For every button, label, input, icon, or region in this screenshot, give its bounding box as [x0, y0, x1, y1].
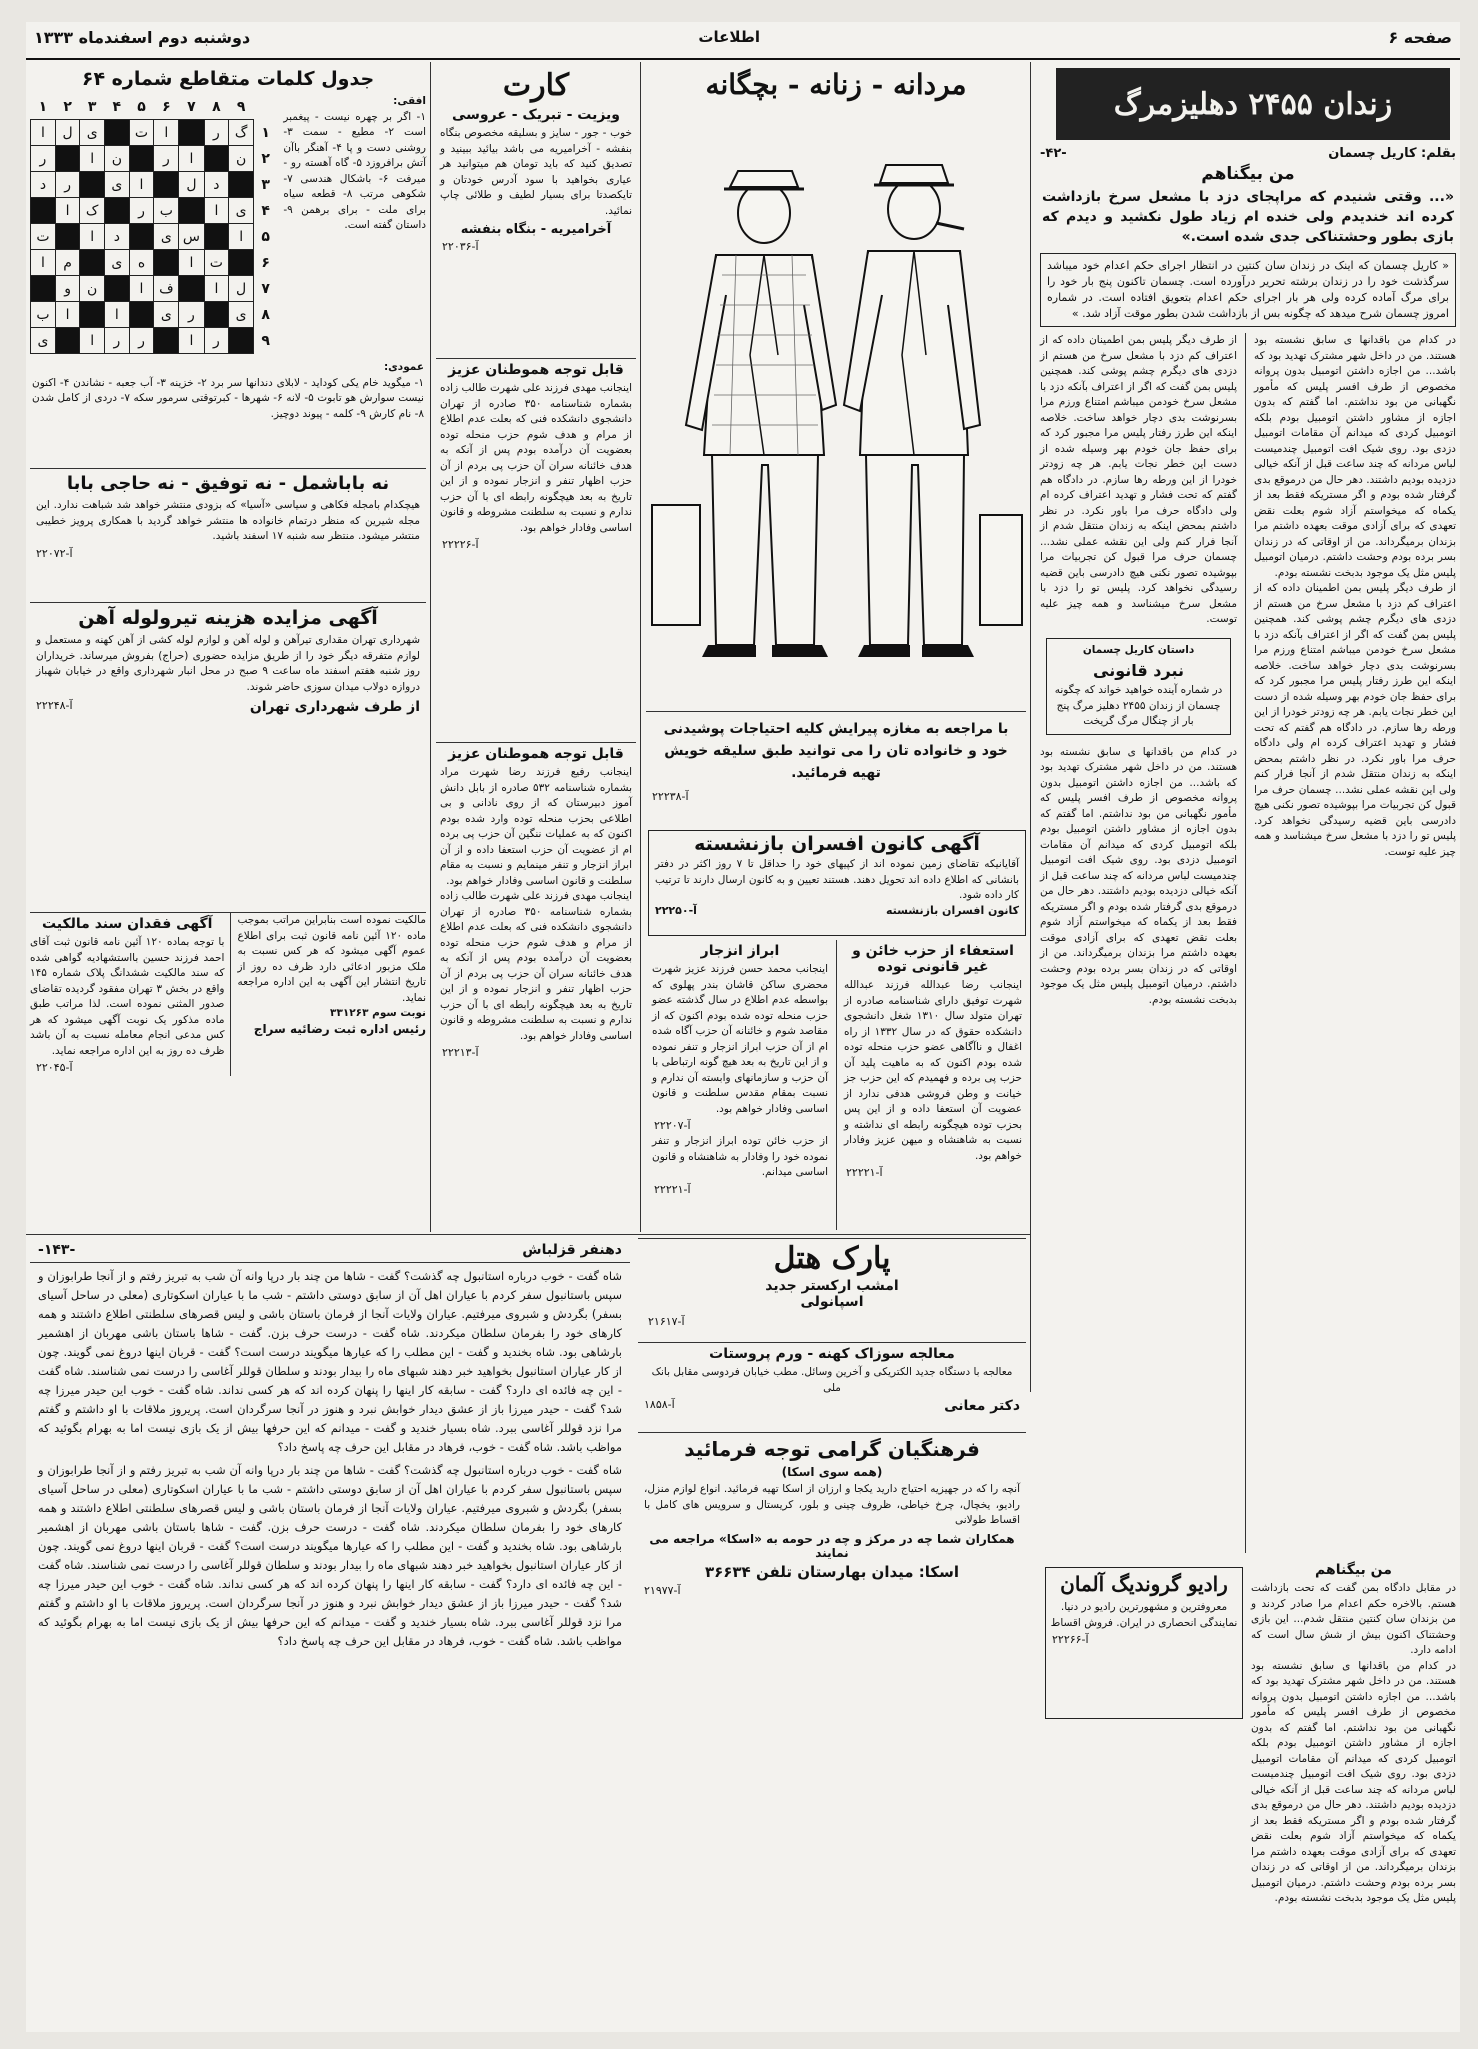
man-right-figure	[844, 165, 1022, 657]
grid-col-number: ۵	[137, 98, 146, 115]
deed-right-text: مالکیت نموده است بنابراین مراتب بموجب ماده ۱۲۰ آئین نامه قانون ثبت برای اطلاع عموم آگهی میشود که هر کس نسبت به ملک مزبور ادعائی دارد ظرف ده روز از تاریخ انتشار این آگهی به این اداره مراجعه نماید.	[237, 914, 426, 1004]
grid-cell: ت	[31, 224, 56, 250]
grid-col-number: ۱	[38, 98, 48, 115]
grid-cell: ر	[129, 328, 154, 354]
grid-cell: ا	[204, 276, 229, 302]
grid-row-number: ۳	[261, 176, 270, 193]
serial-bottom-text-cont: در کدام من باقدانها ی سابق نشسته بود هستند. من در داخل شهر مشترک تهدید بود که باشد... من اجازه داشتن اتومبیل بدون پروانه مخصوص از طرف افسر پلیس که مأمور نگهبانی من بود نداشتم. اما گفتم که بدون اجازه از مشاور داشتن اتومبیل بودم بلکه اتومبیل کردی که میدانم آن مقامات اتومبیل دزدی بود. روی شیک افت اتومبیل چندمیست لباس مردانه که چند ساعت قبل از آنکه خیالی دزدیده بودیم داشتند. دهر حال من درموقع بدی گرفتار شده بودم و اگر مستریکه فقط بعد از یکماه که میخواستم آزاد شوم بعلت نقض تعهدی که برای آزادی موقت بعهده داشتم مرا بزندان برمیگرداند. من از اوقاتی که در زندان بسر برده بودم وحشت داشتم. درمیان اتومبیل پلیس مثل یک موجود بدبخت نشسته بودم.	[1251, 1659, 1456, 1904]
park-hotel-line2: اسپانولی	[800, 1294, 864, 1310]
grid-cell: ی	[229, 302, 254, 328]
compatriots-notice-2	[436, 742, 636, 1231]
compatriots-1-title: قابل توجه هموطنان عزیز	[448, 362, 624, 378]
grid-black-cell	[204, 146, 229, 172]
officers-ad-ref: آ-۲۲۲۵۰	[655, 903, 697, 917]
grid-black-cell	[31, 198, 56, 224]
compatriots-2-title: قابل توجه هموطنان عزیز	[448, 746, 624, 762]
qizilbash-story	[30, 1238, 630, 2028]
grid-row-number: ۲	[261, 150, 270, 167]
grid-cell: ر	[154, 146, 179, 172]
crossword-down-label: عمودی:	[383, 361, 424, 373]
grid-cell: ا	[55, 302, 79, 328]
resignation-2-body2: از حزب خائن توده ابراز انزجار و تنفر نموده خود را وفادار به شاهنشاه و قانون اساسی میدانم.	[652, 1135, 828, 1178]
resignation-1-body: اینجانب رضا عبدالله فرزند عبدالله شهرت توفیق دارای شناسنامه صادره از تهران متولد سال ۱۳۱۰ شغل دانشجوی دانشکده حقوق که در سال ۱۳۳۲ از راه اغفال و ناآگاهی عضو حزب منحله توده شده بودم اکنون که به ماهیت پلید آن حزب پی برده و فهمیدم که این حزب جز خیانت و وطن فروشی هدفی ندارد از عضویت آن استعفا داده و از این پس بحزب توده هیچگونه رابطه ای نداشته و نسبت به شاهنشاه و میهن عزیز وفادار خواهم بود.	[844, 979, 1022, 1162]
column-rule	[640, 62, 641, 1232]
grid-cell: و	[55, 276, 79, 302]
section-rule	[26, 1234, 1030, 1235]
grid-black-cell	[179, 120, 204, 146]
coat-on-hanger-icon	[980, 515, 1022, 625]
radio-ad-title: رادیو گروندیگ آلمان	[1060, 1572, 1228, 1596]
deed-ref: آ-۲۲۰۴۵	[35, 1061, 73, 1074]
grid-cell: ا	[31, 250, 56, 276]
grid-cell: ک	[80, 198, 105, 224]
grid-col-number: ۲	[63, 98, 72, 115]
grid-black-cell	[129, 224, 154, 250]
officers-ad	[648, 830, 1026, 936]
story-body-cont: شاه گفت - خوب درباره استانبول چه گذشت؟ گفت - شاها من چند بار درپا وانه آن شب به تبریز رفتم و از آنجا طرابوزان و سپس باستانبول سفر کردم با عیاران اهل آن از سابق دوستی داشتم - شب ما با عیاران اسکوتاری (معلی در ساحل آسیای بسفر) بگردش و شبروی میرفتیم. عیاران ولایات آنجا از فرمان باستان باشی و لیس قصرهای سلطنتی اطلاع داشتند و همه کارهای خود را بفرمان سلطان میکردند. شاه گفت - درست حرف بزن. گفت - شاها باستان باشی مهربان از اهشمیر بارشاهی بود. شاه بخندید و گفت - این مطلب را که عیارها میگویند درست است؟ گفت - قربان اینها دروغ نمی گویند. چون از کار عیاران استانبول بخواهید خبر دهند شبهای ماه را بیدار بودند و سلطان قوللر آغاسی را درست نمی شناسند. شاه گفت - این چه فائده ای دارد؟ گفت - سابقه کار اینها را پنهان کرده اند که هر کسی نداند. شاه گفت - خوب این حیدر میرزا چه شد؟ گفت - حیدر میرزا باز از عشق دیدار خوابش نبرد و هنوز در آنجا سرگردان است. پریروز ملاقات با او داشتم و گفتم مرا نزد قوللر آغاسی ببرد. شاه بسیار خندید و گفت - میدانم که این حرفها بیش از یک بازی نیست اما به بهرام بگوئید که مواظب باشد. شاه گفت - خوب، فرهاد در مقابل این حرف چه پاسخ داد؟	[38, 1463, 622, 1648]
grid-cell: ا	[179, 146, 204, 172]
grid-black-cell	[154, 172, 179, 198]
grid-black-cell	[229, 328, 254, 354]
grid-row-number: ۹	[261, 332, 270, 349]
grid-cell: ب	[31, 302, 56, 328]
grid-cell: ر	[105, 328, 130, 354]
grid-black-cell	[154, 328, 179, 354]
suitcase-icon	[652, 505, 700, 625]
grid-cell: ا	[204, 198, 229, 224]
deed-title: آگهی فقدان سند مالکیت	[41, 916, 213, 932]
radio-ad-ref: آ-۲۲۲۶۶	[1052, 1633, 1089, 1646]
fashion-ad-ref: آ-۲۲۲۳۸	[652, 790, 689, 803]
grid-cell: ا	[80, 224, 105, 250]
serial-col-right-text: در کدام من باقدانها ی سابق نشسته بود هستند. من در داخل شهر مشترک تهدید بود که باشد... من اجازه داشتن اتومبیل بدون پروانه مخصوص از طرف افسر پلیس که مأمور نگهبانی من بود نداشتم. اما گفتم که بدون اجازه از مشاور داشتن اتومبیل بودم بلکه اتومبیل کردی که میدانم آن مقامات اتومبیل دزدی بود. روی شیک افت اتومبیل چندمیست لباس مردانه که چند ساعت قبل از آنکه خیالی دزدیده بودیم داشتند. دهر حال من درموقع بدی گرفتار شده بودم و اگر مستریکه فقط بعد از یکماه که میخواستم آزاد شوم بعلت نقض تعهدی که برای آزادی موقت بعهده داشتم مرا بزندان برمیگرداند. من از اوقاتی که در زندان بسر برده بودم وحشت داشتم. درمیان اتومبیل پلیس مثل یک موجود بدبخت نشسته بودم.	[1254, 334, 1456, 579]
grid-black-cell	[229, 250, 254, 276]
aska-line: همکاران شما چه در مرکز و چه در حومه به «اسکا» مراجعه می نمایند	[649, 1531, 1015, 1560]
resignation-notice-1	[840, 940, 1026, 1230]
park-hotel-title: پارک هتل	[773, 1241, 891, 1276]
grid-black-cell	[154, 250, 179, 276]
grid-cell: ت	[129, 120, 154, 146]
grid-cell: س	[179, 224, 204, 250]
officers-ad-title: آگهی کانون افسران بازنشسته	[694, 833, 980, 855]
serial-article	[1036, 64, 1460, 2032]
serial-bottom-text: در مقابل دادگاه بمن گفت که تحت بازداشت هستم. بالاخره حکم اعدام مرا صادر کردند و من بزندان سان کنتین منتقل شدم... این بازی وحشتناک اکنون بیش از شش سال است که ادامه دارد.	[1251, 1582, 1456, 1656]
crossword-across-clues	[283, 94, 426, 354]
grid-cell: د	[31, 172, 56, 198]
serial-bottom-right	[1251, 1559, 1456, 1904]
grid-cell: ف	[154, 276, 179, 302]
crossword-grid	[30, 94, 277, 354]
fashion-ad-body: با مراجعه به مغازه پیرایش کلیه احتیاجات پوشیدنی خود و خانواده تان را می توانید طبق سلیقه خویش تهیه فرمائید.	[663, 721, 1009, 781]
serial-col-left-text-cont: در کدام من باقدانها ی سابق نشسته بود هستند. من در داخل شهر مشترک تهدید بود که باشد... من اجازه داشتن اتومبیل بدون پروانه مخصوص از طرف افسر پلیس که مأمور نگهبانی من بود نداشتم. اما گفتم که بدون اجازه از مشاور داشتن اتومبیل بودم بلکه اتومبیل کردی که میدانم آن مقامات اتومبیل دزدی بود. روی شیک افت اتومبیل چندمیست لباس مردانه که چند ساعت قبل از آنکه خیالی دزدیده بودیم داشتند. دهر حال من درموقع بدی گرفتار شده بودم و اگر مستریکه فقط بعد از یکماه که میخواستم آزاد شوم بعلت نقض تعهدی که برای آزادی موقت بعهده داشتم مرا بزندان برمیگرداند. من از اوقاتی که در زندان بسر برده بودم وحشت داشتم. درمیان اتومبیل پلیس مثل یک موجود بدبخت نشسته بودم.	[1040, 745, 1238, 1006]
serial-section-heading: من بیگناهم	[1201, 164, 1295, 184]
doctor-ad-body: معالجه با دستگاه جدید الکتریکی و آخرین وسائل. مطب خیابان فردوسی مقابل بانک ملی	[651, 1366, 1013, 1394]
grid-row-number: ۶	[261, 254, 270, 271]
serial-title: زندان ۲۴۵۵ دهلیزمرگ	[1113, 86, 1393, 122]
serial-box-title2: نبرد قانونی	[1093, 661, 1185, 680]
park-hotel-ref: آ-۲۱۶۱۷	[648, 1315, 685, 1328]
resignation-2-ref: آ-۲۲۲۰۷	[654, 1119, 691, 1132]
serial-columns	[1040, 333, 1456, 1553]
grid-black-cell	[105, 198, 130, 224]
officers-ad-sign: کانون افسران بازنشسته	[885, 903, 1019, 917]
card-ad-ref: آ-۲۲۰۳۶	[442, 240, 479, 253]
grid-cell: ن	[229, 146, 254, 172]
grid-cell: م	[55, 250, 79, 276]
grid-cell: ل	[229, 276, 254, 302]
grid-row-number: ۵	[261, 228, 270, 245]
auction-sign: از طرف شهرداری تهران	[249, 699, 420, 715]
officers-ad-body: آقایانیکه تقاضای زمین نموده اند از کپیهای خود را حداقل تا ۷ روز اکثر در دفتر بانشانی که اطلاع داده اند تحویل دهند. هستند تعیین و به کانون ارسال دارند تا ترتیب کار داده شود.	[655, 858, 1019, 901]
grid-cell: ل	[55, 120, 79, 146]
serial-col-left-text: از طرف دیگر پلیس بمن اطمینان داده که از اعتراف کم دزد با مشعل سرخ من هستم از دزدی های دیگرم چشم پوشی کند. همچنین پلیس بمن گفت که اگر از اعتراف بآنکه دزد با مشعل سرخ خودمن میباشم امتناع ورزم مرا بسرنوشت بدی دچار خواهد ساخت. خلاصه اینکه این طرز رفتار پلیس مرا مجبور کرد که برای حفظ جان خودم بهر وسیله شده از دست این خطر نجات یابم. هر چه زودتر خودرا از این ورطه رها سازم. در دادگاه هم گفتم که تحت فشار و تهدید اعتراف کرده ام ولی دادگاه حرف مرا باور نکرد. در نظر داشتم بمحض اینکه به زندان منتقل شدم از آنجا فرار کنم ولی این نقشه عملی نشد... چسمان حرف مرا قبول کن تجربیات مرا بپوشیده تصور نکنی هیچ دادرسی باین قضیه رسیدگی نخواهد کرد. پلیس تو را دزد با مشعل سرخ میشناسد و همه چیز علیه توست.	[1040, 334, 1238, 625]
grid-cell: ی	[80, 120, 105, 146]
grid-cell: د	[105, 224, 130, 250]
grid-cell: ا	[154, 120, 179, 146]
radio-ad-text: معروفترین و مشهورترین رادیو در دنیا. نمایندگی انحصاری در ایران. فروش اقساط	[1050, 1601, 1238, 1629]
resignation-2-body: اینجانب محمد حسن فرزند عزیز شهرت محضری ساکن قاشان بندر پهلوی که بواسطه عدم اطلاع در سال گذشته عضو حزب منحله توده شده بودم اکنون که از مقاصد شوم و خائنانه آن حزب آگاه شده ام از آن حزب ابراز انزجار و تنفر نموده و از این تاریخ به بعد هیچ گونه ارتباطی با آن حزب و سازمانهای وابسته آن ندارم و نسبت بمقام مقدس سلطنت و قانون اساسی وفادار خواهم بود.	[652, 963, 828, 1115]
serial-box-text: در شماره آینده خواهید خواند که چگونه چسمان از زندان ۲۴۵۵ دهلیز مرگ پنج بار از چنگال مرگ گریخت	[1054, 684, 1223, 727]
grid-col-number: ۸	[212, 98, 221, 115]
aska-title: فرهنگیان گرامی توجه فرمائید	[684, 1437, 980, 1461]
compatriots-2-body-cont: اینجانب مهدی فرزند علی شهرت طالب زاده بشماره شناسنامه ۳۵۰ صادره از تهران دانشجوی دانشکده فنی که بعلت عدم اطلاع از مرام و هدف شوم حزب منحله توده بعضویت آن درآمده بودم پس از آنکه به هدف خائنانه سران آن حزب پی بردم از آن حزب اظهار تنفر و انزجار نموده و از این تاریخ به بعد هیچگونه رابطه ای با آن حزب ندارم و نسبت به سلطنت مشروطه و قانون اساسی وفادار خواهم بود.	[440, 890, 632, 1042]
doctor-ad-ref: آ-۱۸۵۸	[644, 1398, 675, 1411]
grid-col-number: ۳	[87, 98, 97, 115]
grid-cell: ر	[129, 198, 154, 224]
grid-cell: ا	[31, 120, 56, 146]
grid-cell: ن	[105, 146, 130, 172]
grid-black-cell	[80, 172, 105, 198]
grid-col-number: ۶	[162, 98, 171, 115]
grid-cell: ی	[105, 250, 130, 276]
resignation-2-title: ابراز انزجار	[700, 943, 780, 959]
grid-row-number: ۱	[261, 124, 270, 141]
grid-cell: ل	[179, 172, 204, 198]
park-hotel-ad	[638, 1238, 1026, 1339]
serial-next-box	[1046, 638, 1231, 735]
compatriots-1-ref: آ-۲۲۲۲۶	[442, 538, 479, 551]
grid-cell: ی	[154, 302, 179, 328]
grid-cell: ر	[204, 328, 229, 354]
deed-notice-right	[237, 913, 426, 1076]
deed-loss-notice	[30, 912, 426, 1231]
grid-black-cell	[55, 328, 79, 354]
resignation-1-title: استعفاء از حزب خائن و غیر قانونی توده	[852, 943, 1014, 975]
grid-black-cell	[31, 276, 56, 302]
serial-col-right	[1254, 333, 1456, 1553]
page-header	[26, 22, 1460, 60]
grid-col-number: ۴	[112, 98, 122, 115]
auction-notice	[30, 602, 426, 909]
card-ad-title: کارت	[502, 68, 570, 103]
story-body: شاه گفت - خوب درباره استانبول چه گذشت؟ گفت - شاها من چند بار درپا وانه آن شب به تبریز رفتم و از آنجا طرابوزان و سپس باستانبول سفر کردم با عیاران اهل آن از سابق دوستی داشتم - شب ما با عیاران اسکوتاری (معلی در ساحل آسیای بسفر) بگردش و شبروی میرفتیم. عیاران ولایات آنجا از فرمان باستان باشی و لیس قصرهای سلطنتی اطلاع داشتند و همه کارهای خود را بفرمان سلطان میکردند. شاه گفت - درست حرف بزن. گفت - شاها باستان باشی مهربان از اهشمیر بارشاهی بود. شاه بخندید و گفت - این مطلب را که عیارها میگویند درست است؟ گفت - قربان اینها دروغ نمی گویند. چون از کار عیاران استانبول بخواهید خبر دهند شبهای ماه را بیدار بودند و سلطان قوللر آغاسی را درست نمی شناسند. شاه گفت - این چه فائده ای دارد؟ گفت - سابقه کار اینها را پنهان کرده اند که هر کسی نداند. شاه گفت - خوب این حیدر میرزا چه شد؟ گفت - حیدر میرزا باز از عشق دیدار خوابش نبرد و هنوز در آنجا سرگردان است. پریروز ملاقات با او داشتم و گفتم مرا نزد قوللر آغاسی ببرد. شاه بسیار خندید و گفت - میدانم که این حرفها بیش از یک بازی نیست اما به بهرام بگوئید که مواظب باشد. شاه گفت - خوب، فرهاد در مقابل این حرف چه پاسخ داد؟	[38, 1269, 622, 1454]
crossword-across-text: ۱- اگر بر چهره نیست - پیغمبر است ۲- مطیع - سمت ۳- روشنی دست و پا ۴- آهنگر باآن آتش برافروزد ۵- گاه آهسته رو - میرفت ۶- باشکال هندسی ۷- شکوهی مرتب ۸- قطعه سیاه برای ملت - برای برهمن ۹- داستان گفته است.	[283, 110, 426, 231]
grid-cell: ن	[80, 276, 105, 302]
grid-cell: ا	[179, 250, 204, 276]
column-rule	[430, 62, 431, 1232]
compatriots-2-ref: آ-۲۲۲۱۳	[442, 1046, 479, 1059]
compatriots-1-body: اینجانب مهدی فرزند علی شهرت طالب زاده بشماره شناسنامه ۳۵۰ صادره از تهران دانشجوی دانشکده فنی که بعلت عدم اطلاع از مرام و هدف شوم حزب منحله توده بعضویت آن درآمده بودم پس از آنکه به هدف خائنانه سران آن حزب پی بردم از آن حزب اظهار تنفر و انزجار نموده و از این تاریخ به بعد هیچگونه رابطه ای با آن حزب ندارم و نسبت به سلطنت مشروطه و قانون اساسی وفادار خواهم بود.	[440, 382, 632, 534]
man-left-figure	[652, 171, 836, 657]
grid-corner	[254, 94, 278, 120]
doctor-ad	[638, 1342, 1026, 1429]
grid-black-cell	[55, 224, 79, 250]
asia-ad-ref: آ-۲۲۰۷۲	[36, 546, 73, 560]
deed-body: با توجه بماده ۱۲۰ آئین نامه قانون ثبت آقای احمد فرزند حسین بااستشهادیه گواهی شده که سند مالکیت ششدانگ پلاک شماره ۱۴۵ واقع در بخش ۳ تهران مفقود گردیده تقاضای صدور المثنی نموده است. لذا مراتب طبق ماده مذکور یک نوبت آگهی میشود که هر کس مدعی انجام معامله نسبت به آن باشد ظرف ده روز به این اداره مراجعه نماید.	[29, 936, 225, 1057]
serial-byline	[1040, 146, 1456, 161]
aska-ref: آ-۲۱۹۷۷	[644, 1583, 681, 1597]
grid-cell: گ	[229, 120, 254, 146]
asia-ad-title: نه باباشمل - نه توفیق - نه حاجی بابا	[66, 473, 390, 494]
resignation-2-ref2: آ-۲۲۲۲۱	[654, 1182, 691, 1196]
grid-cell: د	[204, 172, 229, 198]
crossword-across-label: افقی:	[393, 95, 426, 107]
card-ad	[436, 64, 636, 354]
grid-cell: ا	[80, 146, 105, 172]
story-title: دهنفر قزلباش	[522, 1242, 622, 1258]
grid-cell: ت	[204, 250, 229, 276]
grid-black-cell	[80, 250, 105, 276]
radio-ad	[1045, 1567, 1243, 1719]
serial-col-left	[1040, 333, 1237, 1553]
grid-cell: ر	[55, 172, 79, 198]
grid-black-cell	[105, 276, 130, 302]
two-men-illustration	[646, 105, 1026, 705]
grid-black-cell	[179, 198, 204, 224]
grid-col-number: ۷	[187, 98, 196, 115]
serial-bottom-heading: من بیگناهم	[1315, 1562, 1392, 1578]
grid-cell: ر	[204, 120, 229, 146]
compatriots-2-body: اینجانب رفیع فرزند رضا شهرت مراد بشماره شناسنامه ۵۳۲ صادره از بابل دانش آموز دبیرستان که از روی نادانی و بی اطلاعی بحزب منحله توده وارد شده بودم اکنون که به عملیات ننگین آن حزب پی برده ام از عضویت آن حزب استعفا داده و از آن ابراز انزجار و تنفر مینمایم و نسبت به مقام سلطنت و قانون اساسی وفادار خواهم بود.	[440, 766, 632, 887]
grid-row-number: ۴	[261, 202, 270, 219]
resignation-1-ref: آ-۲۲۲۲۱	[846, 1166, 883, 1179]
grid-black-cell	[129, 146, 154, 172]
grid-black-cell	[129, 302, 154, 328]
grid-cell: ی	[31, 328, 56, 354]
card-ad-line1: ویزیت - تبریک - عروسی	[451, 107, 621, 123]
grid-black-cell	[229, 172, 254, 198]
story-number: -۱۴۳-	[38, 1242, 76, 1258]
serial-lead: «... وقتی شنیدم که مراپجای دزد با مشعل سرخ بازداشت کرده اند خندیدم ولی خنده ام زیاد طول نکشید و دیدم که بازی بطور وحشتناکی جدی شده است.»	[1042, 189, 1454, 245]
serial-bottom	[1040, 1559, 1456, 1904]
grid-cell: ب	[154, 198, 179, 224]
compatriots-notice-1	[436, 358, 636, 739]
grid-row-number: ۷	[261, 280, 270, 297]
grid-black-cell	[179, 276, 204, 302]
asia-magazine-ad	[30, 468, 426, 599]
issue-date: دوشنبه دوم اسفندماه ۱۳۳۳	[34, 28, 251, 47]
doctor-ad-title: معالجه سوزاک کهنه - ورم پروستات	[709, 1346, 955, 1362]
deed-date: نوبت سوم ۳۳۱۲۶۳	[330, 1007, 426, 1019]
grid-row-number: ۸	[261, 306, 270, 323]
grid-black-cell	[204, 302, 229, 328]
serial-intro-box	[1040, 253, 1456, 327]
doctor-ad-name: دکتر معانی	[944, 1398, 1020, 1414]
grid-cell: ا	[55, 198, 79, 224]
deed-sign: رئیس اداره ثبت رضائیه سراج	[253, 1021, 426, 1036]
grid-cell: ی	[105, 172, 130, 198]
crossword-grid-wrap	[30, 94, 277, 354]
card-ad-body: خوب - جور - سایز و بسلیقه مخصوص بنگاه بنفشه - آخرامیریه می باشد بیائید ببینید و تصدیق کنید که باید تومان هم میتوانید هر عیاری بخواهید با سود آدرس خودتان و تایکصدتا برای بسیار لطیف و طلائی چاپ نمائید.	[440, 127, 632, 217]
grid-cell: ا	[105, 302, 130, 328]
park-hotel-line1: امشب ارکستر جدید	[765, 1278, 899, 1294]
grid-col-number: ۹	[236, 98, 246, 115]
card-ad-sign: آخرامیریه - بنگاه بنفشه	[460, 222, 612, 237]
grid-cell: ا	[129, 276, 154, 302]
serial-intro: « کاریل چسمان که اینک در زندان سان کنتین در انتظار اجرای حکم اعدام خود میباشد سرگذشت خود را در زندان برشته تحریر درآورده است. چسمان تاکنون پنج بار خود را برای مرگ آماده کرده ولی هر بار اجرای حکم اعدام بتعویق افتاده است. در شماره امروز چسمان شرح میدهد که چگونه بس از بازداشت شدن بطور موقت آزاد شد. »	[1047, 259, 1449, 320]
grid-cell: ه	[129, 250, 154, 276]
aska-address: اسکا: میدان بهارستان تلفن ۳۶۶۳۴	[704, 1562, 960, 1581]
grid-cell: ا	[229, 224, 254, 250]
grid-black-cell	[105, 120, 130, 146]
serial-col-right-text-cont: از طرف دیگر پلیس بمن اطمینان داده که از اعتراف کم دزد با مشعل سرخ من هستم از دزدی های دیگرم چشم پوشی کند. همچنین پلیس بمن گفت که اگر از اعتراف بآنکه دزد با مشعل سرخ خودمن میباشم امتناع ورزم مرا بسرنوشت بدی دچار خواهد ساخت. خلاصه اینکه این طرز رفتار پلیس مرا مجبور کرد که برای حفظ جان خودم بهر وسیله شده از دست این خطر نجات یابم. هر چه زودتر خودرا از این ورطه رها سازم. در دادگاه هم گفتم که تحت فشار و تهدید اعتراف کرده ام ولی دادگاه حرف مرا باور نکرد. در نظر داشتم بمحض اینکه به زندان منتقل شدم از آنجا فرار کنم ولی این نقشه عملی نشد... چسمان حرف مرا قبول کن تجربیات مرا بپوشیده تصور نکنی هیچ دادرسی باین قضیه رسیدگی نخواهد کرد. پلیس تو را دزد با مشعل سرخ میشناسد و همه چیز علیه توست.	[1254, 582, 1456, 858]
newspaper-page	[26, 22, 1460, 2032]
grid-cell: ر	[31, 146, 56, 172]
grid-cell: ر	[179, 302, 204, 328]
resignation-notice-2	[648, 940, 832, 1230]
page-number: صفحه ۶	[1388, 28, 1452, 47]
auction-ref: آ-۲۲۲۴۸	[36, 699, 73, 712]
serial-title-banner	[1056, 68, 1450, 140]
grid-black-cell	[55, 146, 79, 172]
fashion-ad	[646, 64, 1026, 824]
serial-episode: -۴۲-	[1040, 146, 1067, 161]
aska-subtitle: (همه سوی اسکا)	[781, 1465, 883, 1479]
crossword-down-text: ۱- میگوید خام یکی کوداید - لابلای دندانها سر برد ۲- خزینه ۳- آب جعبه - نشاندن ۴- اکنون نیست سوارش هو تابوت ۵- لانه ۶- شهرها - کبرتوقتی سرمور سکه ۷- دردی از کامل شدن ۸- نام کارش ۹- کلمه - پیوند دوچیز.	[32, 376, 424, 420]
crossword-puzzle	[30, 64, 426, 464]
paper-name: اطلاعات	[698, 28, 760, 46]
crossword-title: جدول کلمات متقاطع شماره ۶۴	[81, 68, 375, 90]
fashion-ad-title: مردانه - زنانه - بچگانه	[705, 68, 967, 101]
grid-cell: ا	[179, 328, 204, 354]
deed-notice-left	[30, 913, 224, 1076]
auction-title: آگهی مزایده هزینه تیرولوله آهن	[78, 607, 378, 629]
aska-body: آنچه را که در جهیزیه احتیاج دارید یکجا و ارزان از اسکا تهیه فرمائید. انواع لوازم منزل، رادیو، یخچال، چرخ خیاطی، ظروف چینی و بلور، کریستال و سرویس های کامل با اقساط طولانی	[644, 1483, 1020, 1526]
grid-cell: ا	[129, 172, 154, 198]
asia-ad-body: هیچکدام بامجله فکاهی و سیاسی «آسیا» که بزودی منتشر خواهد شد شباهت ندارد. این مجله شیرین که منظر درتمام خانواده ها منتشر خواهد گردید با همکاری پرویز خطیبی منتشر میشود. منتظر سه شنبه ۱۷ اسفند باشید.	[36, 499, 420, 542]
grid-black-cell	[80, 302, 105, 328]
column-rule	[1030, 62, 1031, 1392]
serial-author: بقلم: کاریل چسمان	[1328, 146, 1456, 161]
auction-body: شهرداری تهران مقداری تیرآهن و لوله آهن و لوازم لوله کشی از آهن کهنه و مستعمل و لوازم متفرقه دیگر خود را از طریق مزایده حضوری (حراج) بفروش میرساند. خریداران روز شنبه هفتم اسفند ماه ساعت ۹ صبح در محل انبار شهرداری واقع در خیابان شهباز دروازه دولاب میدان سوزی حاضر شوند.	[36, 634, 420, 693]
grid-cell: ی	[154, 224, 179, 250]
aska-store-ad	[638, 1432, 1026, 1633]
grid-cell: ی	[229, 198, 254, 224]
grid-cell: ا	[80, 328, 105, 354]
serial-box-title: داستان کاریل چسمان	[1082, 643, 1195, 656]
grid-black-cell	[204, 224, 229, 250]
